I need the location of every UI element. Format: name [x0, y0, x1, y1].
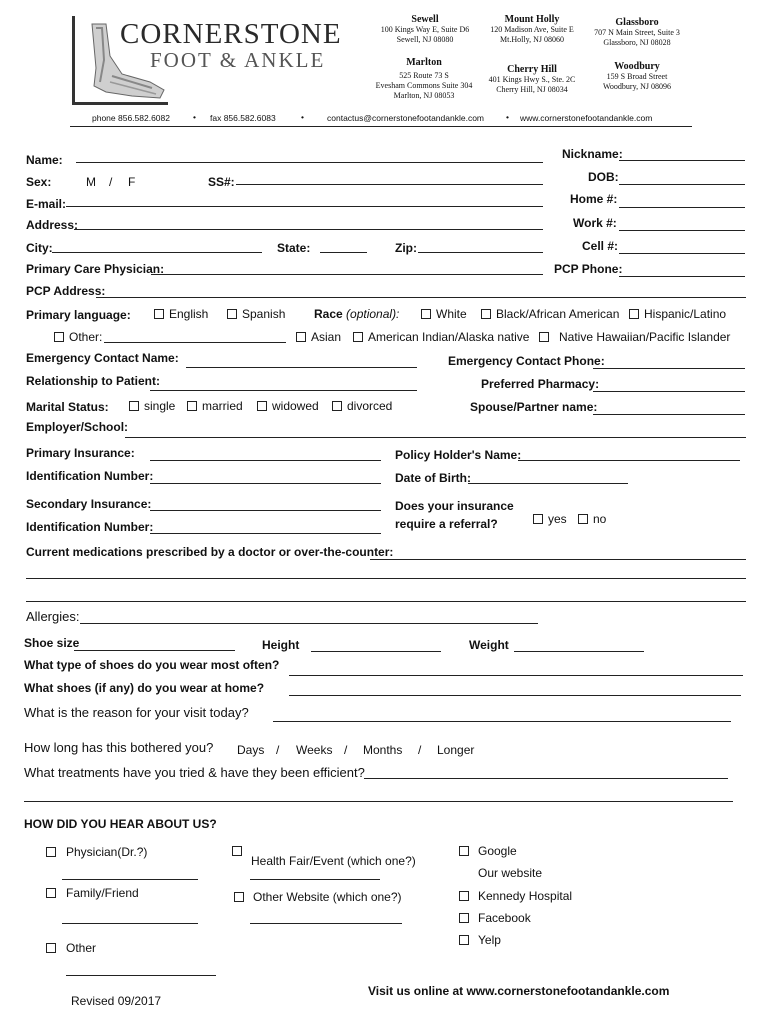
- checkbox-icon: [332, 401, 342, 411]
- family-friend-field[interactable]: [62, 923, 198, 924]
- name-label: Name:: [26, 153, 63, 167]
- header-fax: fax 856.582.6083: [210, 113, 276, 123]
- location-marlton: Marlton 525 Route 73 S Evesham Commons Suite 304 Marlton, NJ 08053: [375, 57, 473, 100]
- health-fair-field[interactable]: [250, 879, 380, 880]
- header-website[interactable]: www.cornerstonefootandankle.com: [520, 113, 653, 123]
- allergies-label: Allergies:: [26, 609, 80, 624]
- checkbox-icon: [187, 401, 197, 411]
- asian-checkbox[interactable]: Asian: [296, 330, 341, 344]
- logo-subtitle: FOOT & ANKLE: [150, 48, 326, 72]
- emergency-name-field[interactable]: [186, 367, 417, 368]
- referral-yes-checkbox[interactable]: yes: [533, 512, 567, 526]
- policy-holder-field[interactable]: [518, 460, 740, 461]
- checkbox-icon: [129, 401, 139, 411]
- checkbox-icon: [234, 892, 244, 902]
- checkbox-icon: [459, 935, 469, 945]
- checkbox-icon: [539, 332, 549, 342]
- primary-insurance-field[interactable]: [150, 460, 381, 461]
- medications-line-2[interactable]: [26, 578, 746, 579]
- american-indian-checkbox[interactable]: American Indian/Alaska native: [353, 330, 529, 344]
- sex-separator: /: [109, 175, 113, 189]
- race-label: Race (optional):: [314, 307, 400, 321]
- zip-label: Zip:: [395, 241, 417, 255]
- secondary-insurance-field[interactable]: [150, 510, 381, 511]
- other-source-field[interactable]: [66, 975, 216, 976]
- treatments-field[interactable]: [364, 778, 728, 779]
- home-phone-label: Home #:: [570, 192, 618, 206]
- checkbox-icon: [54, 332, 64, 342]
- pcp-label: Primary Care Physician:: [26, 262, 165, 276]
- work-phone-label: Work #:: [573, 216, 617, 230]
- duration-days[interactable]: Days: [237, 743, 265, 757]
- nickname-field[interactable]: [619, 160, 745, 161]
- divorced-checkbox[interactable]: divorced: [332, 399, 392, 413]
- shoe-size-label: Shoe size: [24, 636, 80, 650]
- white-checkbox[interactable]: White: [421, 307, 467, 321]
- checkbox-icon: [578, 514, 588, 524]
- treatments-label: What treatments have you tried & have they been efficient?: [24, 765, 365, 780]
- black-checkbox[interactable]: Black/African American: [481, 307, 619, 321]
- shoe-size-field[interactable]: [74, 650, 235, 651]
- health-fair-checkbox[interactable]: Health Fair/Event (which one?): [232, 846, 416, 863]
- referral-question-line2: require a referral?: [395, 517, 498, 531]
- revised-date: Revised 09/2017: [71, 994, 162, 1008]
- reason-label: What is the reason for your visit today?: [24, 705, 249, 720]
- checkbox-icon: [257, 401, 267, 411]
- pharmacy-label: Preferred Pharmacy:: [481, 377, 600, 391]
- our-website-option[interactable]: Our website: [478, 866, 543, 880]
- other-language-checkbox[interactable]: Other:: [54, 330, 102, 344]
- cell-phone-label: Cell #:: [582, 239, 619, 253]
- pcp-address-label: PCP Address:: [26, 284, 106, 298]
- other-website-field[interactable]: [250, 923, 402, 924]
- bullet: •: [193, 112, 196, 122]
- hispanic-checkbox[interactable]: Hispanic/Latino: [629, 307, 726, 321]
- relationship-field[interactable]: [150, 390, 417, 391]
- emergency-phone-field[interactable]: [593, 368, 745, 369]
- medications-field[interactable]: [370, 559, 746, 560]
- relationship-label: Relationship to Patient:: [26, 374, 161, 388]
- shoes-home-field[interactable]: [289, 695, 741, 696]
- married-checkbox[interactable]: married: [187, 399, 243, 413]
- checkbox-icon: [481, 309, 491, 319]
- widowed-checkbox[interactable]: widowed: [257, 399, 319, 413]
- cell-phone-field[interactable]: [619, 253, 745, 254]
- physician-checkbox[interactable]: Physician(Dr.?): [46, 845, 147, 859]
- language-label: Primary language:: [26, 308, 131, 322]
- other-language-field[interactable]: [104, 342, 286, 343]
- checkbox-icon: [421, 309, 431, 319]
- location-woodbury: Woodbury 159 S Broad Street Woodbury, NJ 08096: [603, 61, 671, 91]
- primary-insurance-label: Primary Insurance:: [26, 446, 135, 460]
- checkbox-icon: [46, 943, 56, 953]
- height-label: Height: [262, 638, 300, 652]
- bullet: •: [506, 112, 509, 122]
- home-phone-field[interactable]: [619, 207, 745, 208]
- pcp-phone-field[interactable]: [619, 276, 745, 277]
- family-friend-checkbox[interactable]: Family/Friend: [46, 886, 139, 900]
- checkbox-icon: [629, 309, 639, 319]
- duration-months[interactable]: Months: [363, 743, 403, 757]
- date-of-birth-label: Date of Birth:: [395, 471, 471, 485]
- state-label: State:: [277, 241, 311, 255]
- single-checkbox[interactable]: single: [129, 399, 175, 413]
- address-label: Address:: [26, 218, 79, 232]
- checkbox-icon: [232, 846, 242, 856]
- duration-longer[interactable]: Longer: [437, 743, 475, 757]
- physician-field[interactable]: [62, 879, 198, 880]
- duration-weeks[interactable]: Weeks: [296, 743, 333, 757]
- checkbox-icon: [459, 891, 469, 901]
- marital-status-label: Marital Status:: [26, 400, 109, 414]
- yelp-checkbox[interactable]: Yelp: [459, 933, 501, 947]
- email-label: E-mail:: [26, 197, 67, 211]
- checkbox-icon: [459, 846, 469, 856]
- separator: /: [344, 743, 348, 757]
- how-long-label: How long has this bothered you?: [24, 740, 214, 755]
- shoes-often-label: What type of shoes do you wear most often?: [24, 658, 280, 672]
- location-glassboro: Glassboro 707 N Main Street, Suite 3 Glassboro, NJ 08028: [594, 17, 680, 47]
- spouse-field[interactable]: [593, 414, 745, 415]
- pharmacy-field[interactable]: [593, 391, 745, 392]
- hawaiian-checkbox[interactable]: Native Hawaiian/Pacific Islander: [539, 330, 730, 344]
- email-field[interactable]: [66, 206, 543, 207]
- header-phone: phone 856.582.6082: [92, 113, 170, 123]
- city-field[interactable]: [52, 252, 262, 253]
- bullet: •: [301, 112, 304, 122]
- checkbox-icon: [227, 309, 237, 319]
- visit-online-footer: Visit us online at www.cornerstonefootandankle.com: [368, 984, 670, 998]
- pcp-phone-label: PCP Phone:: [554, 262, 623, 276]
- allergies-field[interactable]: [80, 623, 538, 624]
- logo-title: CORNERSTONE: [120, 18, 342, 50]
- emergency-name-label: Emergency Contact Name:: [26, 351, 179, 365]
- address-field[interactable]: [74, 229, 543, 230]
- spouse-label: Spouse/Partner name:: [470, 400, 598, 414]
- height-field[interactable]: [311, 651, 441, 652]
- other-website-checkbox[interactable]: Other Website (which one?): [234, 890, 402, 904]
- checkbox-icon: [154, 309, 164, 319]
- checkbox-icon: [459, 913, 469, 923]
- location-sewell: Sewell 100 Kings Way E, Suite D6 Sewell, NJ 08080: [380, 14, 470, 44]
- medications-line-3[interactable]: [26, 601, 746, 602]
- sex-label: Sex:: [26, 175, 52, 189]
- checkbox-icon: [46, 847, 56, 857]
- shoes-home-label: What shoes (if any) do you wear at home?: [24, 681, 265, 695]
- date-of-birth-field[interactable]: [468, 483, 628, 484]
- header-email[interactable]: contactus@cornerstonefootandankle.com: [327, 113, 484, 123]
- facebook-checkbox[interactable]: Facebook: [459, 911, 531, 925]
- separator: /: [418, 743, 422, 757]
- other-source-checkbox[interactable]: Other: [46, 941, 96, 955]
- hear-about-us-heading: HOW DID YOU HEAR ABOUT US?: [24, 817, 217, 831]
- name-field[interactable]: [76, 162, 543, 163]
- weight-label: Weight: [469, 638, 509, 652]
- sex-m-option[interactable]: M: [86, 175, 96, 189]
- kennedy-hospital-checkbox[interactable]: Kennedy Hospital: [459, 889, 572, 903]
- referral-no-checkbox[interactable]: no: [578, 512, 606, 526]
- treatments-line-2[interactable]: [24, 801, 733, 802]
- id-number-field[interactable]: [150, 483, 381, 484]
- emergency-phone-label: Emergency Contact Phone:: [448, 354, 605, 368]
- pcp-address-field[interactable]: [96, 297, 746, 298]
- ss-label: SS#:: [208, 175, 235, 189]
- medications-label: Current medications prescribed by a doctor or over-the-counter:: [26, 545, 394, 559]
- secondary-insurance-label: Secondary Insurance:: [26, 497, 152, 511]
- nickname-label: Nickname:: [562, 147, 623, 161]
- employer-label: Employer/School:: [26, 420, 129, 434]
- checkbox-icon: [533, 514, 543, 524]
- id-number-2-field[interactable]: [150, 533, 381, 534]
- sex-f-option[interactable]: F: [128, 175, 136, 189]
- zip-field[interactable]: [418, 252, 543, 253]
- dob-field[interactable]: [619, 184, 745, 185]
- policy-holder-label: Policy Holder's Name:: [395, 448, 522, 462]
- employer-field[interactable]: [125, 437, 746, 438]
- separator: /: [276, 743, 280, 757]
- work-phone-field[interactable]: [619, 230, 745, 231]
- reason-field[interactable]: [273, 721, 731, 722]
- header-divider: [70, 126, 692, 127]
- id-number-2-label: Identification Number:: [26, 520, 154, 534]
- spanish-checkbox[interactable]: Spanish: [227, 307, 285, 321]
- dob-label: DOB:: [588, 170, 619, 184]
- id-number-label: Identification Number:: [26, 469, 154, 483]
- location-mount-holly: Mount Holly 120 Madison Ave, Suite E Mt.Holly, NJ 08060: [490, 14, 574, 44]
- checkbox-icon: [353, 332, 363, 342]
- location-cherry-hill: Cherry Hill 401 Kings Hwy S., Ste. 2C Cherry Hill, NJ 08034: [488, 64, 576, 94]
- shoes-often-field[interactable]: [289, 675, 743, 676]
- city-label: City:: [26, 241, 53, 255]
- state-field[interactable]: [320, 252, 367, 253]
- weight-field[interactable]: [514, 651, 644, 652]
- checkbox-icon: [46, 888, 56, 898]
- google-checkbox[interactable]: Google: [459, 844, 517, 858]
- referral-question-line1: Does your insurance: [395, 499, 514, 513]
- english-checkbox[interactable]: English: [154, 307, 208, 321]
- ss-field[interactable]: [236, 184, 543, 185]
- pcp-field[interactable]: [151, 274, 543, 275]
- checkbox-icon: [296, 332, 306, 342]
